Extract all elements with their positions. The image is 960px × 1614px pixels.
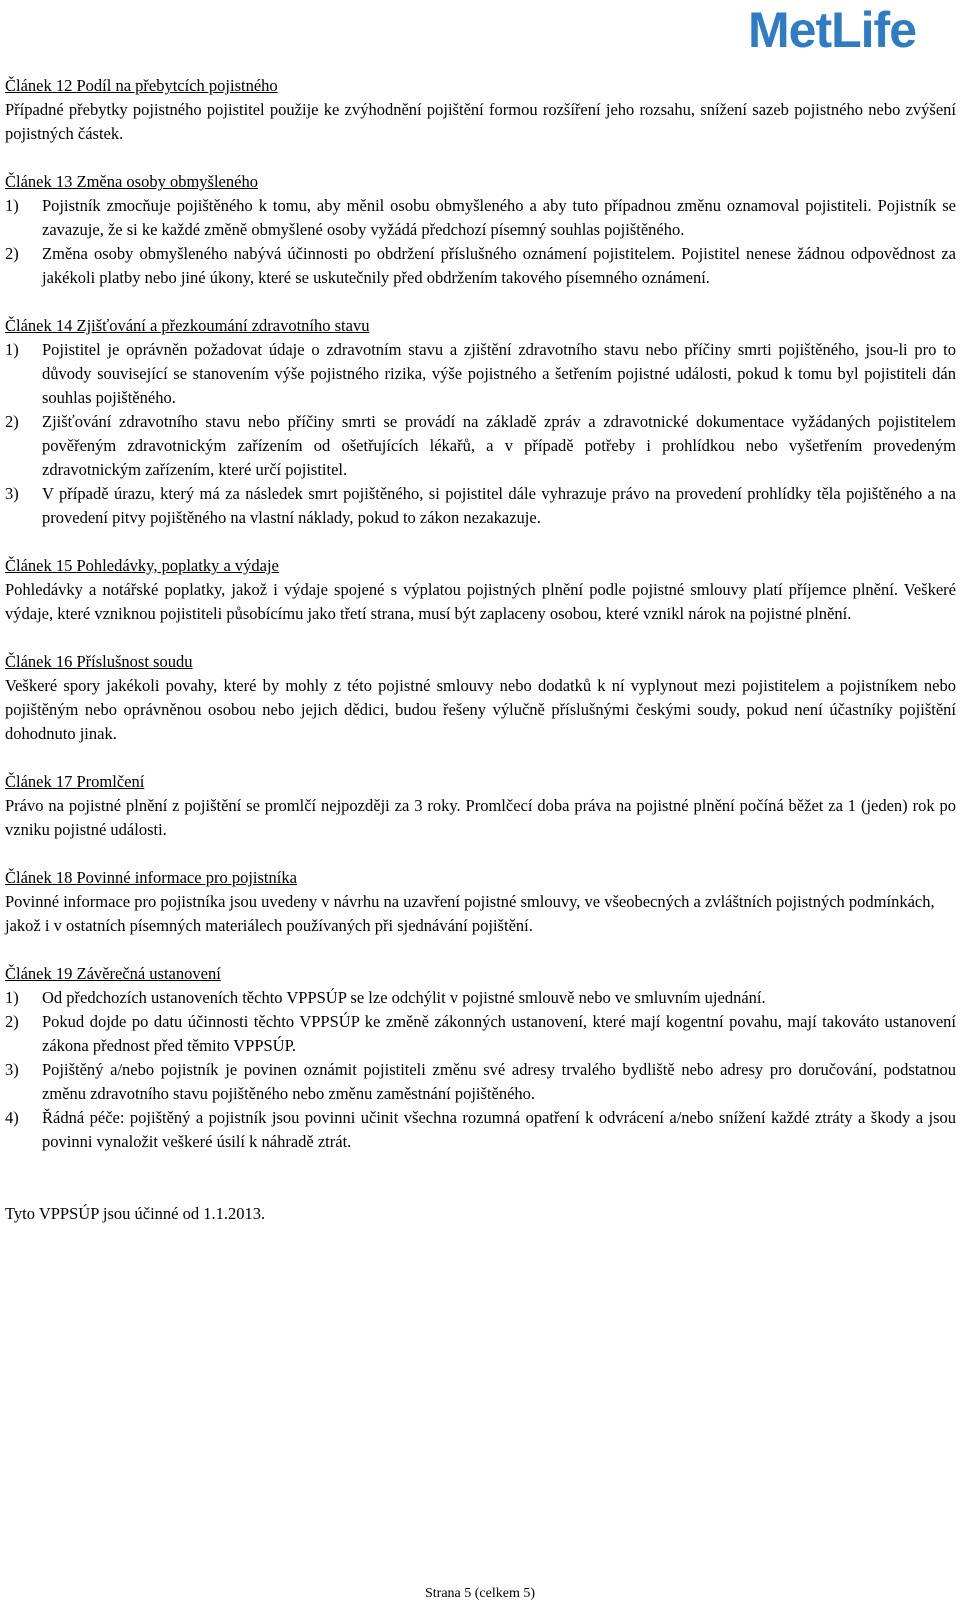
metlife-logo: MetLife — [748, 2, 916, 58]
article-title: Článek 19 Závěrečná ustanovení — [5, 964, 221, 983]
article-15 — [5, 554, 956, 626]
list-item — [5, 1106, 956, 1154]
effective-date-statement: Tyto VPPSÚP jsou účinné od 1.1.2013. — [5, 1204, 266, 1223]
article-13 — [5, 170, 956, 290]
item-number: 4) — [5, 1108, 19, 1127]
list-item — [5, 194, 956, 242]
item-text: Pokud dojde po datu účinnosti těchto VPPSÚP ke změně zákonných ustanovení, které mají kogentní povahu, mají takováto ustanovení zákona přednost před těmito VPPSÚP. — [42, 1012, 956, 1055]
item-text: Změna osoby obmyšleného nabývá účinnosti po obdržení příslušného oznámení pojistitelem. Pojistitel nenese žádnou odpovědnost za jakékoli platby nebo jiné úkony, které se uskutečnily před obdržením takového písemného oznámení. — [42, 244, 956, 287]
document-body — [5, 74, 956, 1226]
item-number: 2) — [5, 412, 19, 431]
item-number: 3) — [5, 484, 19, 503]
item-number: 2) — [5, 244, 19, 263]
article-title: Článek 15 Pohledávky, poplatky a výdaje — [5, 556, 279, 575]
article-18 — [5, 866, 956, 938]
item-text: V případě úrazu, který má za následek smrt pojištěného, si pojistitel dále vyhrazuje právo na provedení prohlídky těla pojištěného a na provedení pitvy pojištěného na vlastní náklady, pokud to zákon nezakazuje. — [42, 484, 956, 527]
article-paragraph: Pohledávky a notářské poplatky, jakož i výdaje spojené s výplatou pojistných plnění podle pojistné smlouvy platí příjemce plnění. Veškeré výdaje, které vzniknou pojistiteli působícímu jako třetí strana, musí být zaplaceny osobou, které vznikl nárok na pojistné plnění. — [5, 580, 956, 623]
article-14 — [5, 314, 956, 530]
item-text: Pojistník zmocňuje pojištěného k tomu, aby měnil osobu obmyšleného a aby tuto případnou změnu oznamoval pojistiteli. Pojistník se zavazuje, že si ke každé změně obmyšlené osoby vyžádá předchozí písemný souhlas pojištěného. — [42, 196, 956, 239]
list-item — [5, 1058, 956, 1106]
article-17 — [5, 770, 956, 842]
article-16 — [5, 650, 956, 746]
list-item — [5, 242, 956, 290]
list-item — [5, 338, 956, 410]
article-title: Článek 18 Povinné informace pro pojistníka — [5, 868, 297, 887]
article-title: Článek 14 Zjišťování a přezkoumání zdravotního stavu — [5, 316, 370, 335]
article-paragraph: Povinné informace pro pojistníka jsou uvedeny v návrhu na uzavření pojistné smlouvy, ve všeobecných a zvláštních pojistných podmínkách, jakož i v ostatních písemných materiálech používaných při sjednávání pojištění. — [5, 892, 935, 935]
list-item — [5, 986, 956, 1010]
list-item — [5, 482, 956, 530]
item-number: 1) — [5, 340, 19, 359]
article-12 — [5, 74, 956, 146]
item-text: Řádná péče: pojištěný a pojistník jsou povinni učinit všechna rozumná opatření k odvrácení a/nebo snížení každé ztráty a škody a jsou povinni vynaložit veškeré úsilí k náhradě ztrát. — [42, 1108, 956, 1151]
list-item — [5, 1010, 956, 1058]
article-paragraph: Případné přebytky pojistného pojistitel použije ke zvýhodnění pojištění formou rozšíření jeho rozsahu, snížení sazeb pojistného nebo zvýšení pojistných částek. — [5, 100, 956, 143]
article-paragraph: Právo na pojistné plnění z pojištění se promlčí nejpozději za 3 roky. Promlčecí doba práva na pojistné plnění počíná běžet za 1 (jeden) rok po vzniku pojistné události. — [5, 796, 956, 839]
item-number: 1) — [5, 988, 19, 1007]
item-number: 1) — [5, 196, 19, 215]
article-title: Článek 16 Příslušnost soudu — [5, 652, 193, 671]
item-text: Pojištěný a/nebo pojistník je povinen oznámit pojistiteli změnu své adresy trvalého bydliště nebo adresy pro doručování, podstatnou změnu zdravotního stavu pojištěného nebo změnu zaměstnání pojištěného. — [42, 1060, 956, 1103]
item-number: 3) — [5, 1060, 19, 1079]
article-title: Článek 13 Změna osoby obmyšleného — [5, 172, 258, 191]
item-text: Od předchozích ustanoveních těchto VPPSÚP se lze odchýlit v pojistné smlouvě nebo ve smluvním ujednání. — [42, 988, 766, 1007]
page-number: Strana 5 (celkem 5) — [424, 1586, 535, 1601]
list-item — [5, 410, 956, 482]
article-title: Článek 17 Promlčení — [5, 772, 145, 791]
article-paragraph: Veškeré spory jakékoli povahy, které by mohly z této pojistné smlouvy nebo dodatků k ní vyplynout mezi pojistitelem a pojistníkem nebo pojištěným nebo oprávněnou osobou nebo jejich dědici, budou řešeny výlučně příslušnými českými soudy, pokud není účastníky pojištění dohodnuto jinak. — [5, 676, 956, 743]
item-number: 2) — [5, 1012, 19, 1031]
article-19 — [5, 962, 956, 1154]
article-title: Článek 12 Podíl na přebytcích pojistného — [5, 76, 278, 95]
item-text: Pojistitel je oprávněn požadovat údaje o zdravotním stavu a zjištění zdravotního stavu nebo příčiny smrti pojištěného, jsou-li pro to důvody související se stanovením výše pojistného rizika, výše pojistného a šetřením pojistné události, pokud k tomu byl pojistiteli dán souhlas pojištěného. — [42, 340, 956, 407]
item-text: Zjišťování zdravotního stavu nebo příčiny smrti se provádí na základě zpráv a zdravotnické dokumentace vyžádaných pojistitelem pověřeným zdravotnickým zařízením od ošetřujících lékařů, a v případě potřeby i prohlídkou nebo vyšetřením provedeným zdravotnickým zařízením, které určí pojistitel. — [42, 412, 956, 479]
